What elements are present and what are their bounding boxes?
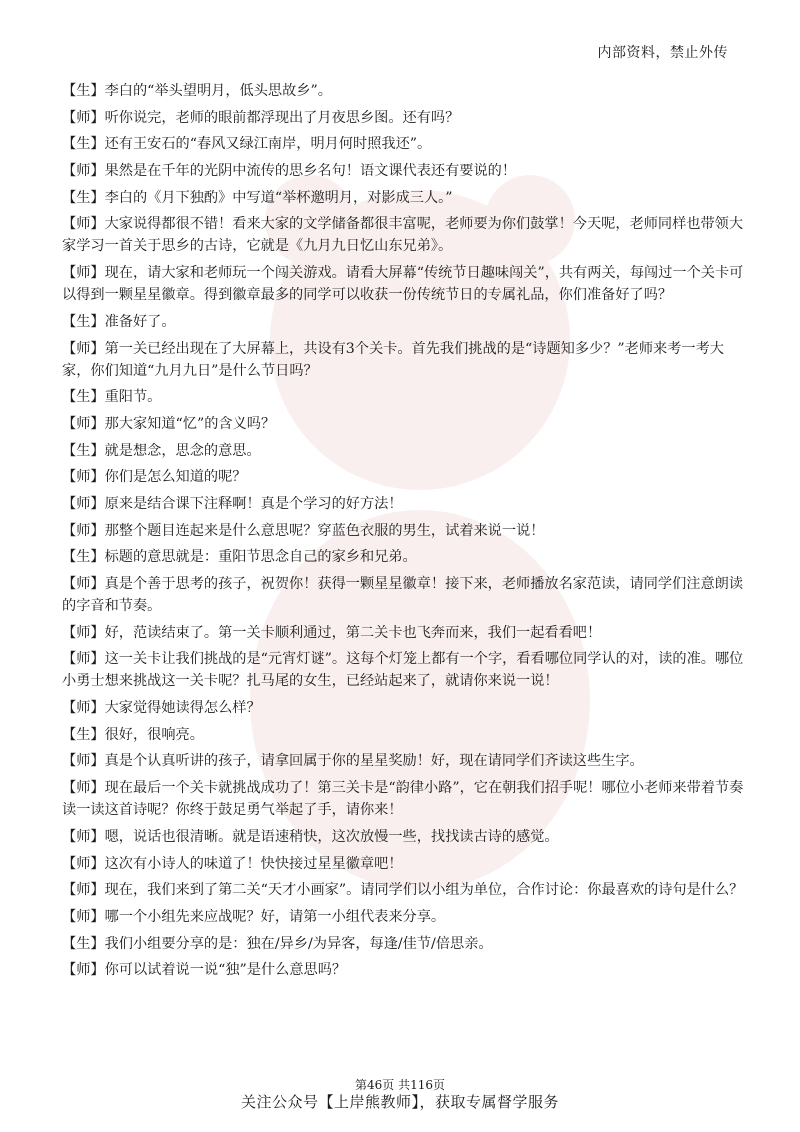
dialogue-text: 很好，很响亮。	[104, 726, 204, 743]
dialogue-line	[62, 133, 744, 155]
dialogue-text: 现在最后一个关卡就挑战成功了！第三关卡是“韵律小路”，它在朝我们招手呢！哪位小老师来带着节奏读一读这首诗呢？你终于鼓足勇气举起了手，请你来！	[62, 780, 744, 819]
page-indicator: 第46页 共116页	[355, 1078, 445, 1092]
speaker-label: 【师】	[62, 109, 105, 126]
dialogue-line	[62, 520, 744, 542]
speaker-label: 【师】	[62, 700, 105, 717]
dialogue-text: 大家觉得她读得怎么样？	[104, 700, 261, 717]
dialogue-line	[62, 107, 744, 129]
dialogue-text: 这次有小诗人的味道了！快快接过星星徽章吧！	[104, 855, 403, 872]
speaker-label: 【生】	[62, 442, 105, 459]
speaker-label: 【师】	[62, 962, 105, 979]
speaker-label: 【师】	[62, 163, 105, 180]
dialogue-text: 你可以试着说一说“独”是什么意思吗？	[104, 962, 347, 979]
speaker-label: 【师】	[62, 855, 105, 872]
dialogue-line	[62, 213, 744, 257]
speaker-label: 【生】	[62, 189, 105, 206]
speaker-label: 【师】	[62, 340, 105, 357]
dialogue-line	[62, 853, 744, 875]
dialogue-line	[62, 338, 744, 382]
speaker-label: 【师】	[62, 882, 105, 899]
dialogue-line	[62, 959, 744, 981]
speaker-label: 【生】	[62, 935, 105, 952]
speaker-label: 【师】	[62, 780, 105, 797]
promo-footer: 关注公众号【上岸熊教师】，获取专属督学服务	[240, 1093, 559, 1111]
dialogue-line	[62, 573, 744, 617]
dialogue-text: 真是个善于思考的孩子，祝贺你！获得一颗星星徽章！接下来，老师播放名家范读，请同学们注意朗读的字音和节奏。	[62, 576, 744, 614]
speaker-label: 【生】	[62, 389, 105, 406]
dialogue-line	[62, 724, 744, 746]
dialogue-text: 听你说完，老师的眼前都浮现出了月夜思乡图。还有吗？	[104, 109, 460, 126]
dialogue-text: 就是想念，思念的意思。	[104, 442, 261, 459]
dialogue-line	[62, 187, 744, 209]
dialogue-line	[62, 440, 744, 462]
dialogue-line	[62, 493, 744, 515]
dialogue-text: 哪一个小组先来应战呢？好，请第一小组代表来分享。	[104, 908, 446, 925]
dialogue-text: 你们是怎么知道的呢？	[104, 469, 247, 486]
dialogue-text: 李白的《月下独酌》中写道“举杯邀明月，对影成三人。”	[104, 189, 453, 206]
dialogue-text: 原来是结合课下注释啊！真是个学习的好方法！	[104, 495, 403, 512]
dialogue-text: 李白的“举头望明月，低头思故乡”。	[104, 83, 332, 99]
speaker-label: 【师】	[62, 495, 105, 512]
dialogue-text: 嗯，说话也很清晰。就是语速稍快，这次放慢一些，找找读古诗的感觉。	[104, 828, 559, 845]
dialogue-text: 大家说得都很不错！看来大家的文学储备都很丰富呢，老师要为你们鼓掌！今天呢，老师同样也带领大家学习一首关于思乡的古诗，它就是《九月九日忆山东兄弟》。	[62, 216, 744, 255]
dialogue-line	[62, 906, 744, 928]
speaker-label: 【生】	[62, 136, 105, 153]
dialogue-text: 真是个认真听讲的孩子，请拿回属于你的星星奖励！好，现在请同学们齐读这些生字。	[104, 753, 644, 770]
dialogue-text: 好，范读结束了。第一关卡顺利通过，第二关卡也飞奔而来，我们一起看看吧！	[104, 624, 602, 641]
dialogue-transcript	[62, 80, 744, 986]
dialogue-text: 现在，我们来到了第二关“天才小画家”。请同学们以小组为单位，合作讨论：你最喜欢的诗句是什么？	[104, 882, 744, 899]
dialogue-line	[62, 879, 744, 901]
dialogue-line	[62, 826, 744, 848]
confidential-notice: 内部资料，禁止外传	[597, 45, 728, 61]
dialogue-line	[62, 648, 744, 692]
dialogue-line	[62, 777, 744, 821]
dialogue-line	[62, 546, 744, 568]
dialogue-line	[62, 750, 744, 772]
dialogue-line	[62, 413, 744, 435]
speaker-label: 【师】	[62, 469, 105, 486]
dialogue-text: 果然是在千年的光阴中流传的思乡名句！语文课代表还有要说的！	[104, 163, 517, 180]
dialogue-line	[62, 622, 744, 644]
dialogue-line	[62, 466, 744, 488]
dialogue-line	[62, 697, 744, 719]
speaker-label: 【师】	[62, 753, 105, 770]
speaker-label: 【生】	[62, 726, 105, 743]
dialogue-text: 还有王安石的“春风又绿江南岸，明月何时照我还”。	[104, 136, 432, 153]
dialogue-text: 准备好了。	[104, 313, 176, 330]
dialogue-line	[62, 933, 744, 955]
dialogue-text: 那整个题目连起来是什么意思呢？穿蓝色衣服的男生，试着来说一说！	[104, 522, 545, 539]
dialogue-line	[62, 386, 744, 408]
dialogue-text: 这一关卡让我们挑战的是“元宵灯谜”。这每个灯笼上都有一个字，看看哪位同学认的对，读的准。哪位小勇士想来挑战这一关卡呢？扎马尾的女生，已经站起来了，就请你来说一说！	[62, 651, 744, 690]
speaker-label: 【师】	[62, 265, 105, 282]
speaker-label: 【师】	[62, 828, 105, 845]
dialogue-line	[62, 311, 744, 333]
dialogue-line	[62, 160, 744, 182]
dialogue-line	[62, 262, 744, 306]
dialogue-line	[62, 80, 744, 102]
dialogue-text: 标题的意思就是：重阳节思念自己的家乡和兄弟。	[104, 549, 417, 566]
speaker-label: 【师】	[62, 415, 105, 432]
dialogue-text: 第一关已经出现在了大屏幕上，共设有3个关卡。首先我们挑战的是“诗题知多少？”老师来考一考大家，你们知道“九月九日”是什么节日吗？	[62, 340, 724, 379]
speaker-label: 【生】	[62, 83, 105, 99]
dialogue-text: 现在，请大家和老师玩一个闯关游戏。请看大屏幕“传统节日趣味闯关”，共有两关，每闯过一个关卡可以得到一颗星星徽章。得到徽章最多的同学可以收获一份传统节日的专属礼品，你们准备好了吗？	[62, 265, 744, 304]
speaker-label: 【师】	[62, 522, 105, 539]
dialogue-text: 重阳节。	[104, 389, 162, 406]
speaker-label: 【师】	[62, 576, 105, 592]
dialogue-text: 那大家知道“忆”的含义吗？	[104, 415, 276, 432]
speaker-label: 【师】	[62, 216, 105, 233]
speaker-label: 【生】	[62, 549, 105, 566]
speaker-label: 【师】	[62, 651, 105, 668]
dialogue-text: 我们小组要分享的是：独在/异乡/为异客，每逢/佳节/倍思亲。	[104, 935, 493, 952]
speaker-label: 【生】	[62, 313, 105, 330]
speaker-label: 【师】	[62, 908, 105, 925]
speaker-label: 【师】	[62, 624, 105, 641]
